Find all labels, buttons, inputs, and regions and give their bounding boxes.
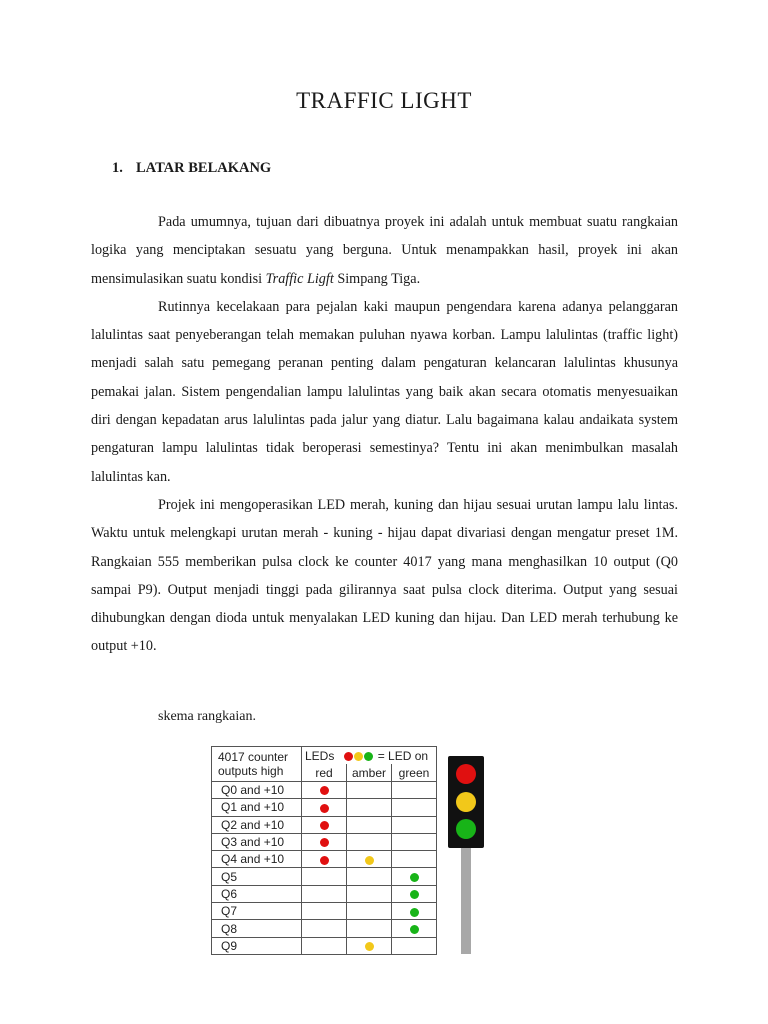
cell-amber	[347, 833, 392, 850]
cell-green	[392, 833, 437, 850]
legend-amber-dot-icon	[354, 752, 363, 761]
row-label: Q2 and +10	[212, 816, 302, 833]
green-led-dot-icon	[410, 890, 419, 899]
traffic-light-red-lamp	[456, 764, 476, 784]
col-header-red: red	[302, 764, 347, 782]
cell-red	[302, 903, 347, 920]
header-leds	[302, 747, 437, 765]
row-label: Q5	[212, 868, 302, 885]
table-row	[212, 920, 437, 937]
cell-amber	[347, 816, 392, 833]
amber-led-dot-icon	[365, 942, 374, 951]
table-row	[212, 799, 437, 816]
traffic-light-amber-lamp	[456, 792, 476, 812]
row-label: Q8	[212, 920, 302, 937]
cell-red	[302, 920, 347, 937]
legend-text: = LED on	[377, 748, 429, 763]
cell-green	[392, 799, 437, 816]
cell-green	[392, 782, 437, 799]
cell-green	[392, 868, 437, 885]
cell-red	[302, 782, 347, 799]
cell-amber	[347, 937, 392, 954]
led-sequence-table	[211, 746, 437, 955]
cell-amber	[347, 782, 392, 799]
leds-label: LEDs	[305, 748, 335, 763]
row-label: Q6	[212, 885, 302, 902]
paragraph-2: Rutinnya kecelakaan para pejalan kaki maupun pengendara karena adanya pelanggaran lalulintas saat penyeberangan telah memakan puluhan nyawa korban. Lampu lalulintas (traffic light) menjadi salah satu pemegang peranan penting dalam pengaturan kelancaran lalulintas khusunya pemakai jalan. Sistem pengendalian lampu lalulintas yang baik akan secara otomatis menyesuaikan diri dengan kepadatan arus lalulintas pada jalur yang diatur. Lalu bagaimana kalau andaikata system pengaturan lampu lalulintas tidak beroperasi semestinya? Tentu ini akan menimbulkan masalah lalulintas kan.	[91, 298, 678, 485]
table-row	[212, 903, 437, 920]
row-label: Q3 and +10	[212, 833, 302, 850]
body-text	[91, 208, 678, 661]
row-label: Q7	[212, 903, 302, 920]
cell-red	[302, 851, 347, 868]
table-row	[212, 851, 437, 868]
red-led-dot-icon	[320, 838, 329, 847]
red-led-dot-icon	[320, 856, 329, 865]
cell-red	[302, 885, 347, 902]
traffic-light-pole	[461, 848, 471, 954]
red-led-dot-icon	[320, 786, 329, 795]
row-label: Q0 and +10	[212, 782, 302, 799]
header-counter-outputs	[212, 747, 302, 782]
table-row	[212, 868, 437, 885]
green-led-dot-icon	[410, 908, 419, 917]
paragraph-1	[91, 208, 678, 293]
header-line-2: outputs high	[218, 764, 284, 778]
cell-amber	[347, 799, 392, 816]
red-led-dot-icon	[320, 804, 329, 813]
cell-red	[302, 868, 347, 885]
cell-amber	[347, 920, 392, 937]
amber-led-dot-icon	[365, 856, 374, 865]
legend-green-dot-icon	[364, 752, 373, 761]
col-header-amber: amber	[347, 764, 392, 782]
col-header-green: green	[392, 764, 437, 782]
cell-green	[392, 851, 437, 868]
row-label: Q9	[212, 937, 302, 954]
cell-amber	[347, 885, 392, 902]
table-row	[212, 833, 437, 850]
table-row	[212, 885, 437, 902]
cell-amber	[347, 868, 392, 885]
paragraph-1-italic: Traffic Ligft	[265, 270, 334, 287]
paragraph-1-end: Simpang Tiga.	[333, 270, 421, 287]
cell-green	[392, 885, 437, 902]
legend-red-dot-icon	[344, 752, 353, 761]
table-header-row-1	[212, 747, 437, 765]
cell-amber	[347, 851, 392, 868]
cell-red	[302, 799, 347, 816]
section-heading	[112, 160, 271, 177]
cell-green	[392, 920, 437, 937]
page-title: TRAFFIC LIGHT	[296, 88, 472, 113]
paragraph-1-text: Pada umumnya, tujuan dari dibuatnya proyek ini adalah untuk membuat suatu rangkaian logika yang menciptakan sesuatu yang berguna. Untuk menampakkan hasil, proyek ini akan mensimulasikan suatu kondisi	[91, 214, 678, 287]
green-led-dot-icon	[410, 925, 419, 934]
row-label: Q4 and +10	[212, 851, 302, 868]
cell-green	[392, 903, 437, 920]
cell-red	[302, 833, 347, 850]
red-led-dot-icon	[320, 821, 329, 830]
table-row	[212, 816, 437, 833]
cell-red	[302, 937, 347, 954]
row-label: Q1 and +10	[212, 799, 302, 816]
section-title: LATAR BELAKANG	[136, 160, 272, 176]
figure-caption: skema rangkaian.	[158, 709, 256, 724]
cell-green	[392, 937, 437, 954]
table-row	[212, 937, 437, 954]
header-line-1: 4017 counter	[218, 750, 289, 764]
cell-amber	[347, 903, 392, 920]
table-row	[212, 782, 437, 799]
traffic-light-housing	[448, 756, 484, 848]
cell-red	[302, 816, 347, 833]
traffic-light-green-lamp	[456, 819, 476, 839]
cell-green	[392, 816, 437, 833]
section-number: 1.	[112, 160, 123, 176]
green-led-dot-icon	[410, 873, 419, 882]
paragraph-3: Projek ini mengoperasikan LED merah, kuning dan hijau sesuai urutan lampu lalu lintas. Waktu untuk melengkapi urutan merah - kuning - hijau dapat divariasi dengan mengatur preset 1M. Rangkaian 555 memberikan pulsa clock ke counter 4017 yang mana menghasilkan 10 output (Q0 sampai P9). Output menjadi tinggi pada gilirannya saat pulsa clock diterima. Output yang sesuai dihubungkan dengan dioda untuk menyalakan LED kuning dan hijau. Dan LED merah terhubung ke output +10.	[91, 496, 678, 655]
